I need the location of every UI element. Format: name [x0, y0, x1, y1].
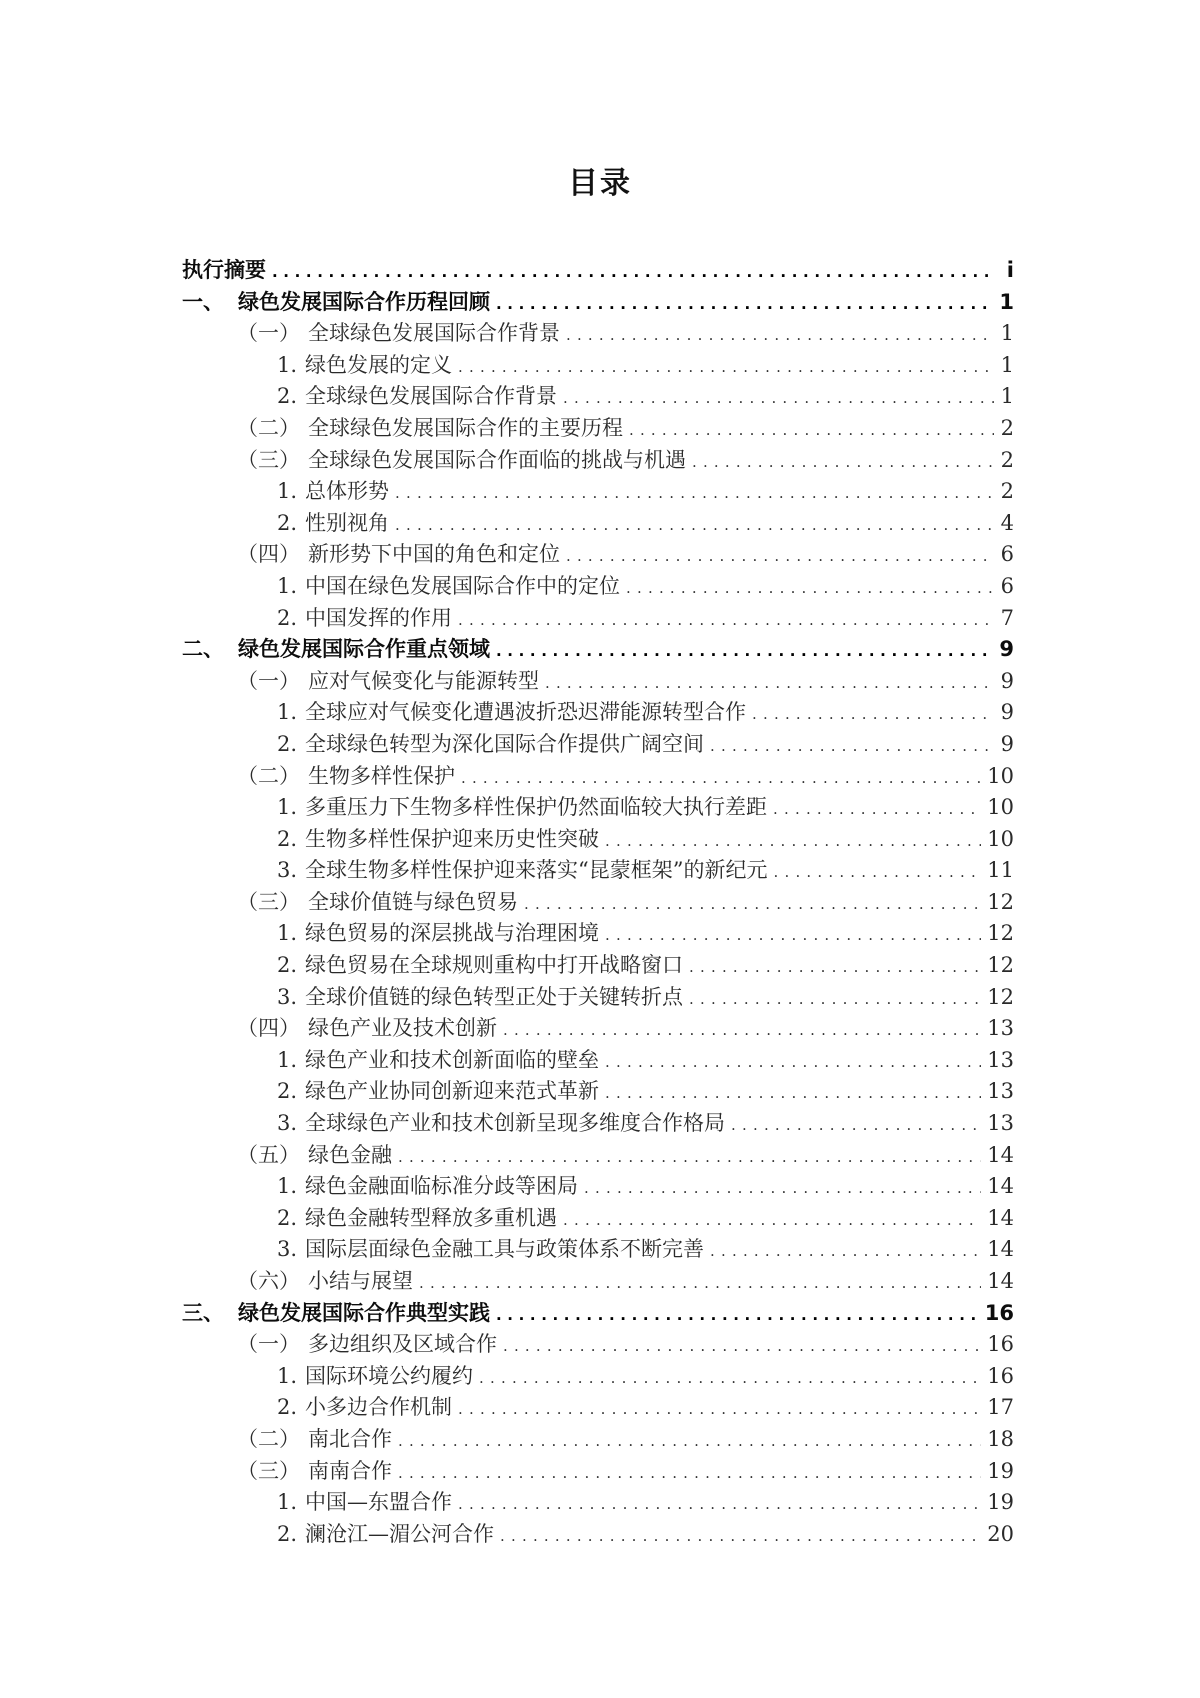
- toc-page-number: 14: [987, 1205, 1014, 1230]
- toc-page-number: 14: [987, 1269, 1014, 1293]
- toc-page-number: 9: [1000, 668, 1014, 693]
- dot-leader: [479, 1363, 981, 1395]
- toc-subsection-entry[interactable]: [182, 381, 1014, 413]
- toc-entry-number: 2.: [277, 1395, 298, 1420]
- toc-page-number: 12: [987, 953, 1014, 978]
- toc-page-number: 16: [987, 1363, 1014, 1388]
- toc-entry-title: [182, 1298, 490, 1330]
- toc-subsection-entry[interactable]: [182, 1487, 1014, 1519]
- toc-entry-title: [277, 729, 704, 761]
- toc-entry-label: 全球价值链与绿色贸易: [308, 889, 518, 914]
- dot-leader: [605, 920, 981, 952]
- toc-page-number: 13: [987, 1047, 1014, 1072]
- toc-subsection-entry[interactable]: [182, 571, 1014, 603]
- toc-entry-label: 总体形势: [305, 479, 390, 504]
- toc-entry-title: [277, 1045, 599, 1077]
- toc-subsection-entry[interactable]: [182, 476, 1014, 508]
- dot-leader: [503, 1015, 981, 1047]
- toc-entry-label: 全球绿色发展国际合作背景: [308, 321, 560, 346]
- toc-section-entry[interactable]: [182, 887, 1014, 919]
- toc-page-number: 6: [1000, 573, 1014, 598]
- toc-page-number: 19: [987, 1490, 1014, 1515]
- toc-subsection-entry[interactable]: [182, 1392, 1014, 1424]
- dot-leader: [272, 257, 994, 289]
- toc-page-number: 16: [984, 1300, 1014, 1325]
- toc-section-entry[interactable]: [182, 318, 1014, 350]
- dot-leader: [626, 573, 994, 605]
- page-title: 目录: [568, 166, 632, 201]
- dot-leader: [458, 605, 994, 637]
- toc-entry-title: [277, 855, 768, 887]
- toc-entry-title: [237, 1329, 497, 1361]
- toc-entry-label: 绿色金融: [308, 1142, 392, 1167]
- toc-section-entry[interactable]: [182, 1456, 1014, 1488]
- toc-subsection-entry[interactable]: [182, 603, 1014, 635]
- toc-entry-number: （二）: [237, 1426, 300, 1451]
- toc-entry-label: 国际层面绿色金融工具与政策体系不断完善: [305, 1237, 705, 1262]
- toc-page-number: 2: [1000, 479, 1014, 504]
- toc-section-entry[interactable]: [182, 1424, 1014, 1456]
- dot-leader: [419, 1268, 981, 1300]
- toc-entry-title: [277, 603, 452, 635]
- toc-entry-number: 2.: [277, 1079, 298, 1104]
- toc-chapter-entry[interactable]: [182, 255, 1014, 287]
- toc-entry-label: 中国发挥的作用: [305, 605, 453, 630]
- toc-entry-title: [277, 476, 389, 508]
- toc-entry-label: 绿色发展国际合作历程回顾: [238, 289, 490, 314]
- dot-leader: [689, 952, 981, 984]
- toc-entry-label: 小多边合作机制: [305, 1395, 453, 1420]
- toc-entry-title: [277, 982, 683, 1014]
- toc-page-number: 6: [1000, 542, 1014, 567]
- toc-entry-number: 2.: [277, 384, 298, 409]
- toc-entry-number: 3.: [277, 1237, 298, 1262]
- toc-section-entry[interactable]: [182, 1329, 1014, 1361]
- toc-entry-label: 全球绿色发展国际合作的主要历程: [308, 415, 623, 440]
- toc-page-number: 12: [987, 921, 1014, 946]
- toc-page-number: 2: [1000, 415, 1014, 440]
- dot-leader: [710, 731, 994, 763]
- toc-entry-number: 3.: [277, 858, 298, 883]
- toc-subsection-entry[interactable]: [182, 508, 1014, 540]
- dot-leader: [500, 1521, 981, 1553]
- dot-leader: [395, 510, 994, 542]
- toc-entry-number: 2.: [277, 953, 298, 978]
- toc-entry-title: [277, 1234, 704, 1266]
- toc-section-entry[interactable]: [182, 445, 1014, 477]
- dot-leader: [773, 794, 981, 826]
- toc-entry-number: 1.: [277, 1174, 298, 1199]
- toc-entry-number: （三）: [237, 447, 300, 472]
- toc-subsection-entry[interactable]: [182, 824, 1014, 856]
- toc-page-number: 12: [987, 889, 1014, 914]
- toc-entry-number: 2.: [277, 510, 298, 535]
- toc-entry-label: 全球绿色发展国际合作面临的挑战与机遇: [308, 447, 686, 472]
- dot-leader: [774, 857, 982, 889]
- toc-entry-title: [277, 792, 767, 824]
- toc-subsection-entry[interactable]: [182, 729, 1014, 761]
- toc-subsection-entry[interactable]: [182, 1519, 1014, 1551]
- toc-entry-number: 2.: [277, 1521, 298, 1546]
- toc-entry-label: 执行摘要: [182, 258, 266, 282]
- dot-leader: [689, 984, 981, 1016]
- toc-entry-label: 澜沧江—湄公河合作: [305, 1521, 495, 1546]
- toc-page-number: 10: [987, 826, 1014, 851]
- toc-subsection-entry[interactable]: [182, 950, 1014, 982]
- toc-entry-number: （六）: [237, 1269, 300, 1293]
- toc-section-entry[interactable]: [182, 761, 1014, 793]
- dot-leader: [458, 1394, 981, 1426]
- toc-entry-label: 国际环境公约履约: [305, 1363, 474, 1388]
- toc-subsection-entry[interactable]: [182, 1203, 1014, 1235]
- toc-section-entry[interactable]: [182, 1266, 1014, 1298]
- toc-entry-title: [237, 1424, 392, 1456]
- toc-entry-label: 应对气候变化与能源转型: [308, 668, 539, 693]
- toc-entry-title: [277, 1108, 725, 1140]
- toc-entry-number: 1.: [277, 700, 298, 725]
- toc-entry-title: [277, 571, 620, 603]
- toc-entry-label: 绿色金融面临标准分歧等困局: [305, 1174, 579, 1199]
- toc-page-number: 14: [987, 1237, 1014, 1262]
- toc-entry-number: （三）: [237, 889, 300, 914]
- toc-entry-title: [237, 1140, 392, 1172]
- dot-leader: [496, 289, 993, 321]
- toc-entry-title: [277, 1392, 452, 1424]
- toc-entry-title: [277, 1171, 578, 1203]
- dot-leader: [524, 889, 981, 921]
- toc-entry-number: 1.: [277, 479, 298, 504]
- toc-page-number: 13: [987, 1111, 1014, 1136]
- toc-page-number: 13: [987, 1016, 1014, 1041]
- toc-page-number: 10: [987, 795, 1014, 820]
- toc-entry-number: （三）: [237, 1458, 300, 1483]
- toc-entry-title: [277, 1361, 473, 1393]
- toc-entry-label: 绿色发展国际合作重点领域: [238, 637, 490, 662]
- toc-page-number: 17: [987, 1395, 1014, 1420]
- toc-entry-label: 全球绿色发展国际合作背景: [305, 384, 558, 409]
- toc-entry-number: （四）: [237, 1016, 300, 1041]
- toc-entry-title: [277, 1519, 494, 1551]
- dot-leader: [496, 1300, 979, 1332]
- toc-entry-label: 绿色产业协同创新迎来范式革新: [305, 1079, 600, 1104]
- toc-entry-number: 1.: [277, 921, 298, 946]
- dot-leader: [584, 1173, 981, 1205]
- toc-entry-label: 全球价值链的绿色转型正处于关键转折点: [305, 984, 684, 1009]
- toc-page-number: 9: [999, 637, 1014, 662]
- toc-entry-number: 1.: [277, 795, 298, 820]
- toc-entry-label: 中国—东盟合作: [305, 1490, 453, 1515]
- toc-entry-label: 生物多样性保护迎来历史性突破: [305, 826, 600, 851]
- toc-entry-label: 全球生物多样性保护迎来落实“昆蒙框架”的新纪元: [305, 858, 768, 883]
- toc-page-number: 9: [1000, 700, 1014, 725]
- toc-page-number: 9: [1000, 731, 1014, 756]
- toc-entry-title: [277, 381, 557, 413]
- toc-page-number: 12: [987, 984, 1014, 1009]
- toc-entry-number: 一、: [182, 289, 224, 314]
- toc-entry-number: 三、: [182, 1300, 224, 1325]
- dot-leader: [605, 826, 981, 858]
- toc-entry-label: 多边组织及区域合作: [308, 1332, 497, 1357]
- toc-entry-label: 新形势下中国的角色和定位: [308, 542, 560, 567]
- toc-entry-title: [237, 666, 539, 698]
- dot-leader: [563, 1205, 981, 1237]
- toc-entry-number: （一）: [237, 321, 300, 346]
- toc-page-number: 20: [987, 1521, 1014, 1546]
- toc-entry-label: 全球绿色转型为深化国际合作提供广阔空间: [305, 731, 705, 756]
- dot-leader: [605, 1078, 981, 1110]
- toc-entry-label: 全球绿色产业和技术创新呈现多维度合作格局: [305, 1111, 726, 1136]
- dot-leader: [692, 447, 994, 479]
- toc-entry-number: 2.: [277, 605, 298, 630]
- toc-page-number: 2: [1000, 447, 1014, 472]
- toc-section-entry[interactable]: [182, 666, 1014, 698]
- toc-section-entry[interactable]: [182, 413, 1014, 445]
- toc-entry-title: [182, 255, 266, 287]
- toc-subsection-entry[interactable]: [182, 697, 1014, 729]
- toc-page-number: 16: [987, 1332, 1014, 1357]
- toc-entry-number: （一）: [237, 668, 300, 693]
- toc-section-entry[interactable]: [182, 1013, 1014, 1045]
- toc-entry-label: 南南合作: [308, 1458, 392, 1483]
- toc-subsection-entry[interactable]: [182, 1171, 1014, 1203]
- toc-entry-title: [237, 539, 560, 571]
- toc-entry-title: [277, 1076, 599, 1108]
- toc-entry-title: [277, 1487, 452, 1519]
- toc-entry-title: [277, 918, 599, 950]
- toc-page-number: 7: [1000, 605, 1014, 630]
- toc-entry-title: [237, 761, 455, 793]
- toc-entry-title: [237, 445, 686, 477]
- dot-leader: [752, 699, 994, 731]
- dot-leader: [563, 383, 994, 415]
- toc-entry-number: 3.: [277, 984, 298, 1009]
- toc-page-number: 18: [987, 1426, 1014, 1451]
- toc-entry-title: [182, 634, 490, 666]
- toc-entry-title: [237, 887, 518, 919]
- dot-leader: [731, 1110, 981, 1142]
- toc-entry-label: 多重压力下生物多样性保护仍然面临较大执行差距: [305, 795, 768, 820]
- toc-entry-number: 2.: [277, 826, 298, 851]
- toc-entry-number: 1.: [277, 352, 298, 377]
- toc-subsection-entry[interactable]: [182, 1045, 1014, 1077]
- toc-entry-title: [277, 824, 599, 856]
- dot-leader: [398, 1142, 981, 1174]
- toc-entry-number: 二、: [182, 637, 224, 662]
- toc-subsection-entry[interactable]: [182, 1234, 1014, 1266]
- toc-entry-label: 绿色金融转型释放多重机遇: [305, 1205, 558, 1230]
- toc-entry-title: [277, 1203, 557, 1235]
- toc-page-number: 14: [987, 1142, 1014, 1167]
- dot-leader: [545, 668, 994, 700]
- dot-leader: [458, 1489, 981, 1521]
- toc-entry-title: [237, 413, 623, 445]
- toc-entry-title: [277, 350, 452, 382]
- toc-subsection-entry[interactable]: [182, 918, 1014, 950]
- toc-page-number: 1: [1000, 384, 1014, 409]
- toc-page-number: 13: [987, 1079, 1014, 1104]
- toc-entry-title: [237, 318, 560, 350]
- toc-entry-title: [277, 697, 746, 729]
- toc-entry-label: 绿色贸易在全球规则重构中打开战略窗口: [305, 953, 684, 978]
- toc-entry-label: 小结与展望: [308, 1269, 413, 1293]
- toc-entry-number: 1.: [277, 573, 298, 598]
- toc-chapter-entry[interactable]: [182, 634, 1014, 666]
- toc-subsection-entry[interactable]: [182, 1361, 1014, 1393]
- toc-entry-number: （二）: [237, 415, 300, 440]
- dot-leader: [566, 320, 994, 352]
- dot-leader: [710, 1236, 981, 1268]
- toc-entry-label: 绿色产业及技术创新: [308, 1016, 497, 1041]
- toc-entry-number: （二）: [237, 763, 300, 788]
- toc-entry-number: 1.: [277, 1363, 298, 1388]
- toc-entry-title: [277, 950, 683, 982]
- toc-entry-number: （一）: [237, 1332, 300, 1357]
- toc-page-number: 1: [1000, 352, 1014, 377]
- toc-entry-label: 全球应对气候变化遭遇波折恐迟滞能源转型合作: [305, 700, 747, 725]
- toc-entry-label: 生物多样性保护: [308, 763, 455, 788]
- toc-entry-number: 1.: [277, 1490, 298, 1515]
- toc-entry-number: 3.: [277, 1111, 298, 1136]
- toc-subsection-entry[interactable]: [182, 855, 1014, 887]
- toc-entry-number: 2.: [277, 731, 298, 756]
- toc-section-entry[interactable]: [182, 1140, 1014, 1172]
- toc-page-number: 14: [987, 1174, 1014, 1199]
- toc-page-number: 10: [987, 763, 1014, 788]
- toc-entry-number: （四）: [237, 542, 300, 567]
- toc-page-number: 1: [1000, 321, 1014, 346]
- dot-leader: [461, 763, 981, 795]
- toc-subsection-entry[interactable]: [182, 1108, 1014, 1140]
- toc-entry-label: 绿色产业和技术创新面临的壁垒: [305, 1047, 600, 1072]
- dot-leader: [395, 478, 994, 510]
- toc-page-number: 11: [987, 858, 1014, 883]
- toc-entry-number: 1.: [277, 1047, 298, 1072]
- toc-entry-label: 绿色发展国际合作典型实践: [238, 1300, 490, 1325]
- toc-entry-title: [237, 1266, 413, 1298]
- dot-leader: [496, 636, 993, 668]
- table-of-contents: [182, 255, 1014, 1550]
- toc-page-number: 4: [1000, 510, 1014, 535]
- toc-subsection-entry[interactable]: [182, 350, 1014, 382]
- toc-entry-label: 中国在绿色发展国际合作中的定位: [305, 573, 621, 598]
- dot-leader: [398, 1426, 981, 1458]
- toc-entry-number: 2.: [277, 1205, 298, 1230]
- dot-leader: [566, 541, 994, 573]
- dot-leader: [629, 415, 994, 447]
- toc-subsection-entry[interactable]: [182, 1076, 1014, 1108]
- toc-page-number: i: [1006, 258, 1014, 282]
- toc-entry-label: 南北合作: [308, 1426, 392, 1451]
- toc-page-number: 1: [999, 289, 1014, 314]
- toc-entry-title: [237, 1456, 392, 1488]
- toc-entry-title: [277, 508, 389, 540]
- dot-leader: [503, 1331, 981, 1363]
- dot-leader: [458, 352, 994, 384]
- toc-page-number: 19: [987, 1458, 1014, 1483]
- toc-entry-title: [237, 1013, 497, 1045]
- toc-section-entry[interactable]: [182, 539, 1014, 571]
- toc-subsection-entry[interactable]: [182, 982, 1014, 1014]
- toc-chapter-entry[interactable]: [182, 287, 1014, 319]
- toc-chapter-entry[interactable]: [182, 1298, 1014, 1330]
- toc-entry-label: 性别视角: [305, 510, 390, 535]
- toc-subsection-entry[interactable]: [182, 792, 1014, 824]
- toc-entry-label: 绿色发展的定义: [305, 352, 453, 377]
- dot-leader: [398, 1458, 981, 1490]
- toc-entry-title: [182, 287, 490, 319]
- toc-entry-label: 绿色贸易的深层挑战与治理困境: [305, 921, 600, 946]
- toc-entry-number: （五）: [237, 1142, 300, 1167]
- dot-leader: [605, 1047, 981, 1079]
